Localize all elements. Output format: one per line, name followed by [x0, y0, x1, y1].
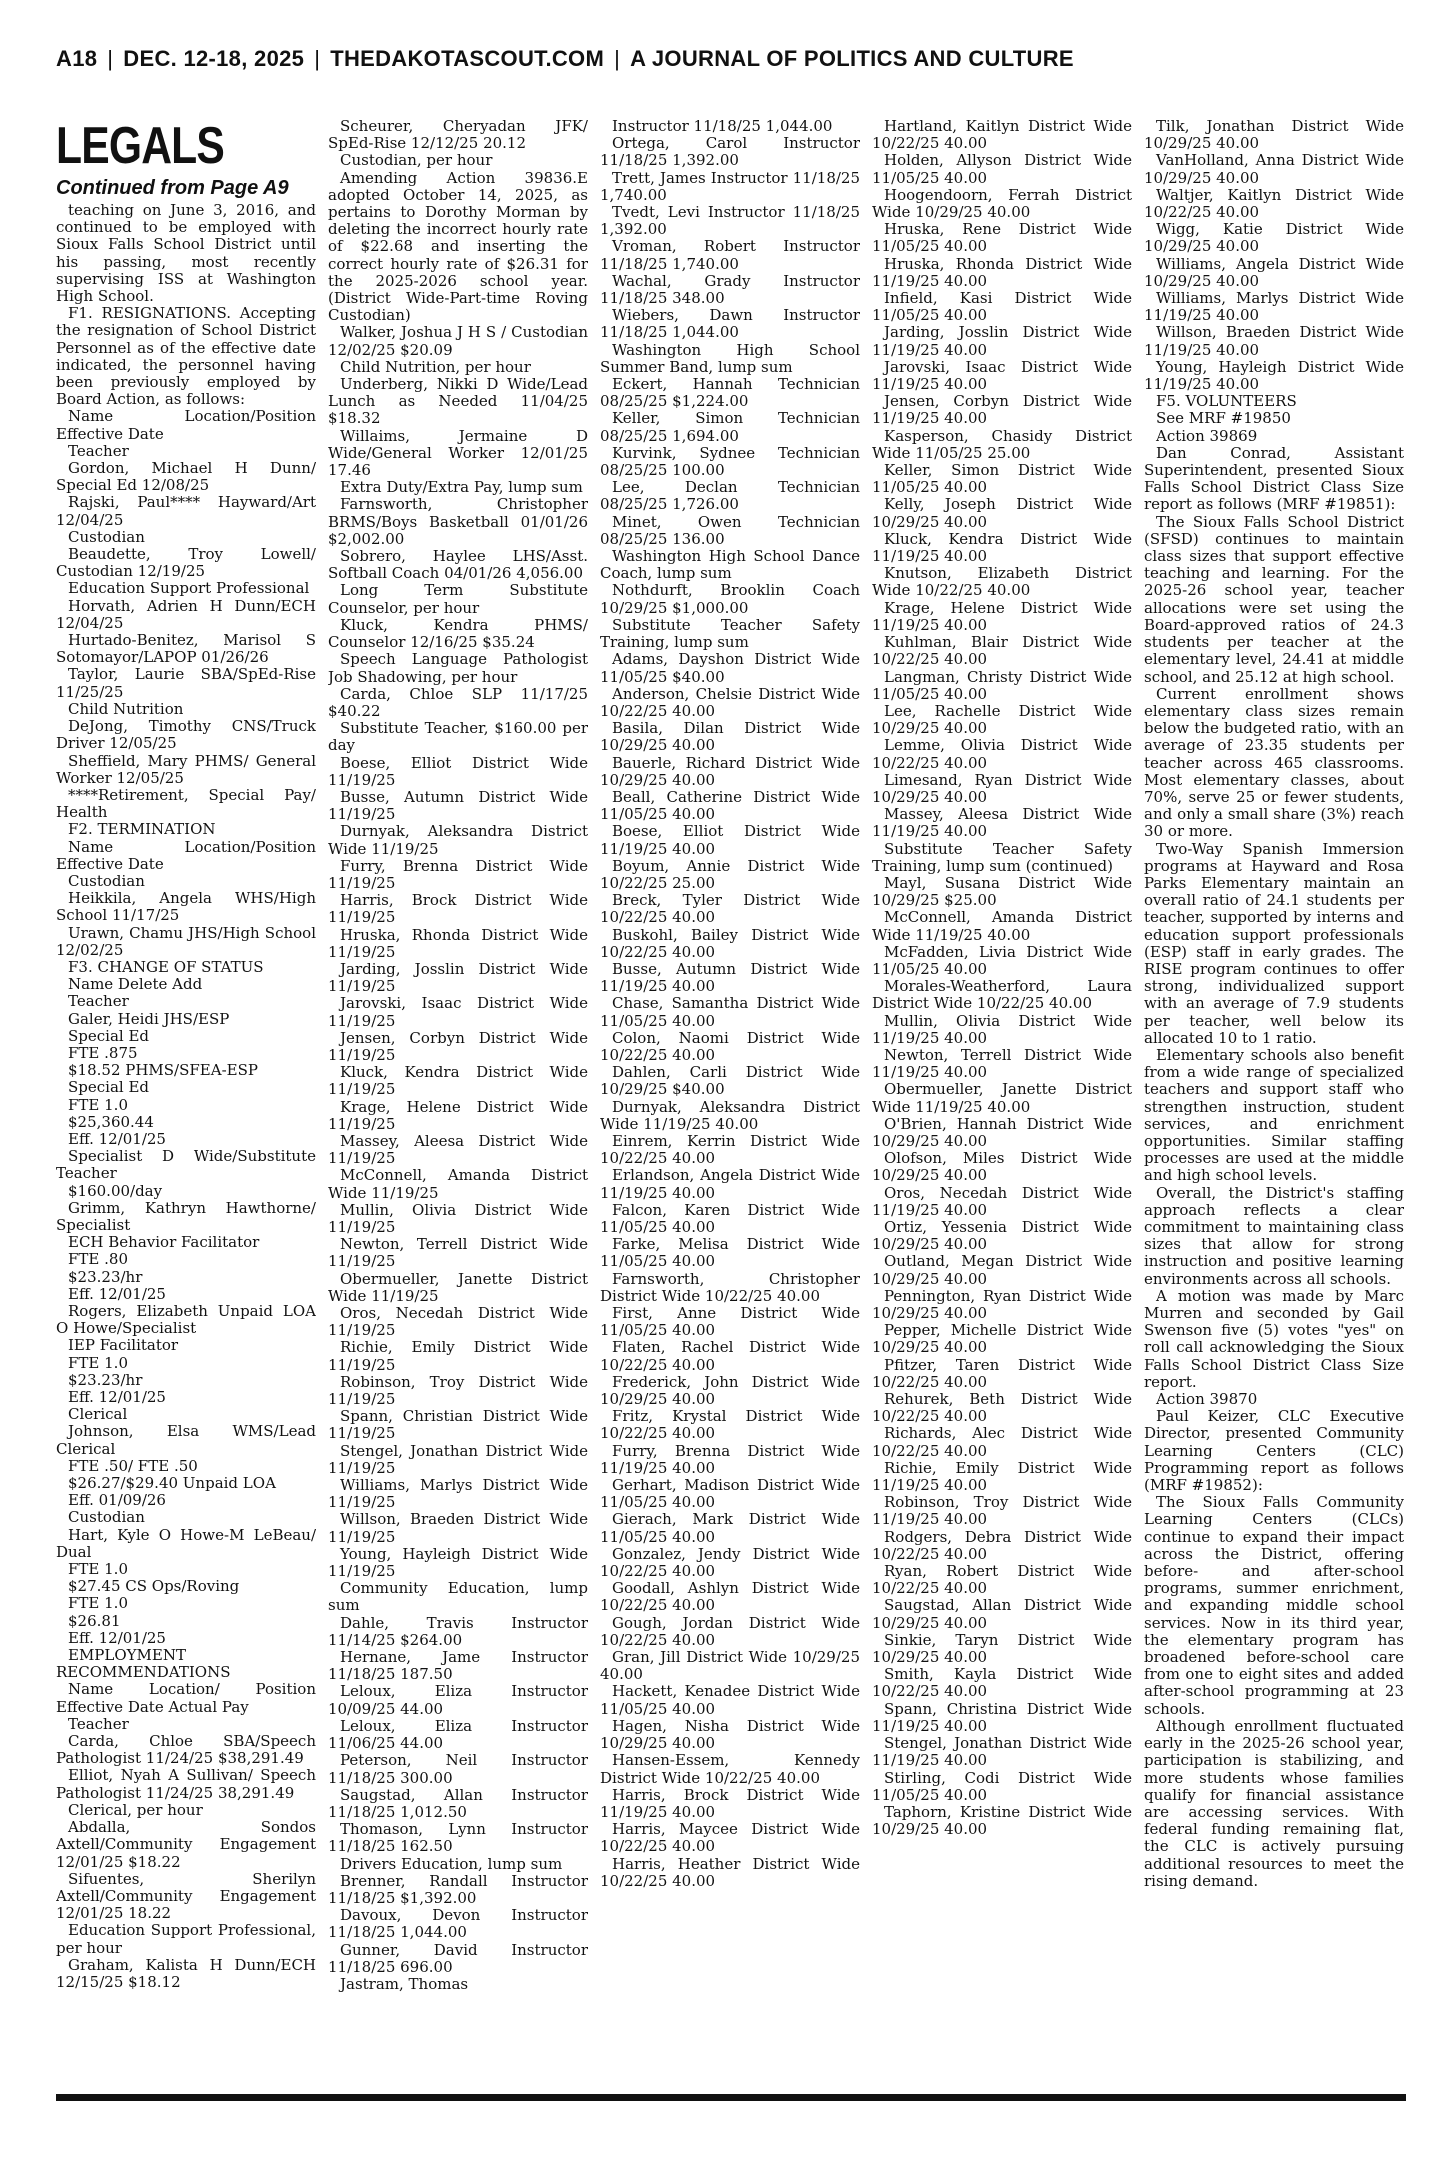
legal-entry: Substitute Teacher Safety Training, lump sum: [600, 615, 860, 652]
legal-entry: Wachal, Grady Instructor 11/18/25 348.00: [600, 271, 860, 308]
legal-entry: Action 39870: [1156, 1390, 1258, 1409]
legal-entry: Rodgers, Debra District Wide 10/22/25 40.00: [872, 1527, 1132, 1563]
legal-entry: IEP Facilitator: [68, 1336, 179, 1355]
legal-entry: Fritz, Krystal District Wide 10/22/25 40.00: [600, 1407, 860, 1443]
legal-entry: Custodian: [68, 527, 145, 546]
legal-entry: Dan Conrad, Assistant Superintendent, presented Sioux Falls School District Class Size report as follows (MRF #19851):: [1144, 443, 1404, 514]
legal-entry: Durnyak, Aleksandra District Wide 11/19/25: [328, 822, 588, 858]
legal-entry: Hurtado-Benitez, Marisol S Sotomayor/LAPOP 01/26/26: [56, 631, 316, 667]
legal-entry: Newton, Terrell District Wide 11/19/25: [328, 1235, 588, 1271]
legal-entry: Saugstad, Allan Instructor 11/18/25 1,012.50: [328, 1785, 588, 1821]
legal-entry: Leloux, Eliza Instructor 11/06/25 44.00: [328, 1716, 588, 1753]
legal-entry: Lee, Declan Technician 08/25/25 1,726.00: [600, 478, 860, 514]
legal-entry: Name Location/Position Effective Date: [56, 407, 316, 443]
column-4: [872, 118, 1132, 2084]
legal-entry: Wigg, Katie District Wide 10/29/25 40.00: [1144, 220, 1404, 256]
legal-entry: F5. VOLUNTEERS: [1156, 392, 1297, 411]
legal-entry: Mullin, Olivia District Wide 11/19/25: [328, 1200, 588, 1236]
legal-entry: Dahle, Travis Instructor 11/14/25 $264.00: [328, 1613, 588, 1649]
legal-entry: Kelly, Joseph District Wide 10/29/25 40.00: [872, 495, 1132, 531]
legal-entry: Carda, Chloe SBA/Speech Pathologist 11/24/25 $38,291.49: [56, 1732, 316, 1768]
legal-entry: Kasperson, Chasidy District Wide 11/05/25 25.00: [872, 426, 1132, 462]
legal-entry: Limesand, Ryan District Wide 10/29/25 40.00: [872, 770, 1132, 806]
legal-entry: Mayl, Susana District Wide 10/29/25 $25.00: [872, 873, 1132, 910]
header-separator: |: [614, 46, 621, 71]
legal-entry: Buskohl, Bailey District Wide 10/22/25 40.00: [600, 925, 860, 961]
legal-entry: Child Nutrition: [68, 699, 184, 718]
legal-entry: Elliot, Nyah A Sullivan/ Speech Pathologist 11/24/25 38,291.49: [56, 1766, 316, 1802]
legal-entry: Boese, Elliot District Wide 11/19/25: [328, 753, 588, 789]
legal-entry: Keller, Simon District Wide 11/05/25 40.00: [872, 461, 1132, 497]
legal-entry: Taphorn, Kristine District Wide 10/29/25 40.00: [872, 1802, 1132, 1839]
legal-entry: Rogers, Elizabeth Unpaid LOA O Howe/Specialist: [56, 1302, 316, 1338]
legal-entry: Gran, Jill District Wide 10/29/25 40.00: [600, 1648, 860, 1684]
legal-entry: Massey, Aleesa District Wide 11/19/25 40.00: [872, 805, 1132, 841]
legal-entry: Newton, Terrell District Wide 11/19/25 40.00: [872, 1045, 1132, 1082]
legal-entry: EMPLOYMENT RECOMMENDATIONS: [56, 1646, 231, 1682]
legal-entry: Jarding, Josslin District Wide 11/19/25: [328, 959, 588, 996]
legal-entry: Horvath, Adrien H Dunn/ECH 12/04/25: [56, 596, 316, 632]
legal-entry: Overall, the District's staffing approach reflects a clear commitment to maintaining class sizes that allow for strong instruction and positive learning environments across all schools.: [1144, 1183, 1404, 1288]
legal-entry: Underberg, Nikki D Wide/Lead Lunch as Needed 11/04/25 $18.32: [328, 375, 588, 428]
legal-entry: Jarovski, Isaac District Wide 11/19/25 40.00: [872, 357, 1132, 394]
column-5-text: [1144, 118, 1404, 1890]
legal-entry: Vroman, Robert Instructor 11/18/25 1,740.00: [600, 237, 860, 273]
legal-entry: McConnell, Amanda District Wide 11/19/25: [328, 1166, 588, 1202]
legal-entry: Smith, Kayla District Wide 10/22/25 40.00: [872, 1665, 1132, 1701]
site-name[interactable]: THEDAKOTASCOUT.COM: [330, 46, 605, 71]
legal-entry: Obermueller, Janette District Wide 11/19/25: [328, 1269, 588, 1305]
legal-entry: Gunner, David Instructor 11/18/25 696.00: [328, 1940, 588, 1976]
legal-entry: Substitute Teacher, $160.00 per day: [328, 719, 588, 755]
legal-entry: Breck, Tyler District Wide 10/22/25 40.00: [600, 891, 860, 927]
legal-entry: Name Location/ Position Effective Date Actual Pay: [56, 1680, 316, 1716]
legal-entry: Lee, Rachelle District Wide 10/29/25 40.00: [872, 701, 1132, 738]
legal-entry: Custodian, per hour: [340, 151, 493, 170]
legal-entry: Obermueller, Janette District Wide 11/19/25 40.00: [872, 1080, 1132, 1116]
header-separator: |: [107, 46, 114, 71]
legal-entry: Krage, Helene District Wide 11/19/25: [328, 1097, 588, 1133]
legal-entry: Nothdurft, Brooklin Coach 10/29/25 $1,000.00: [600, 581, 860, 617]
legal-entry: Massey, Aleesa District Wide 11/19/25: [328, 1131, 588, 1168]
legal-entry: Spann, Christian District Wide 11/19/25: [328, 1407, 588, 1443]
legal-entry: FTE .80: [68, 1250, 128, 1269]
legal-entry: Johnson, Elsa WMS/Lead Clerical: [56, 1422, 316, 1458]
continued-from: Continued from Page A9: [56, 177, 289, 199]
legal-entry: Hagen, Nisha District Wide 10/29/25 40.00: [600, 1716, 860, 1753]
legal-entry: Frederick, John District Wide 10/29/25 40.00: [600, 1372, 860, 1409]
legal-entry: Sinkie, Taryn District Wide 10/29/25 40.00: [872, 1630, 1132, 1667]
legal-entry: Urawn, Chamu JHS/High School 12/02/25: [56, 923, 316, 959]
legal-entry: Furry, Brenna District Wide 11/19/25: [328, 856, 588, 892]
legal-entry: Clerical: [68, 1405, 128, 1424]
legal-entry: Leloux, Eliza Instructor 10/09/25 44.00: [328, 1682, 588, 1718]
legal-entry: Morales-Weatherford, Laura District Wide 10/22/25 40.00: [872, 977, 1132, 1013]
legal-entry: Willaims, Jermaine D Wide/General Worker 12/01/25 17.46: [328, 426, 588, 480]
legal-entry: DeJong, Timothy CNS/Truck Driver 12/05/25: [56, 717, 316, 753]
legal-entry: Jastram, Thomas: [340, 1974, 469, 1993]
legal-entry: Hruska, Rene District Wide 11/05/25 40.00: [872, 220, 1132, 256]
legal-entry: FTE 1.0: [68, 1353, 128, 1372]
legal-entry: Special Ed: [68, 1078, 150, 1097]
column-2-text: [328, 118, 588, 1993]
legal-entry: Specialist D Wide/Substitute Teacher: [56, 1147, 316, 1183]
legal-entry: Jensen, Corbyn District Wide 11/19/25: [328, 1028, 588, 1064]
legal-entry: Current enrollment shows elementary class sizes remain below the budgeted ratio, with an average of 23.35 students per teacher across 465 classrooms. Most elementary classes, about 70%, serve 25 or fewer students, and only a small share (3%) reach 30 or more.: [1144, 684, 1404, 841]
legal-entry: Scheurer, Cheryadan JFK/ SpEd-Rise 12/12/25 20.12: [328, 118, 588, 153]
legal-entry: Harris, Brock District Wide 11/19/25: [328, 891, 588, 927]
legal-entry: Davoux, Devon Instructor 11/18/25 1,044.00: [328, 1906, 588, 1942]
legal-entry: Graham, Kalista H Dunn/ECH 12/15/25 $18.12: [56, 1955, 316, 1991]
legal-entry: Kluck, Kendra PHMS/ Counselor 12/16/25 $35.24: [328, 615, 588, 652]
legal-entry: Amending Action 39836.E adopted October 14, 2025, as pertains to Dorothy Morman by deleting the incorrect hourly rate of $22.68 and inserting the correct hourly rate of $26.31 for the 2025-2026 school year. (District Wide-Part-time Roving Custodian): [328, 168, 588, 325]
legal-entry: Keller, Simon Technician 08/25/25 1,694.00: [600, 409, 860, 445]
legal-entry: Falcon, Karen District Wide 11/05/25 40.00: [600, 1200, 860, 1236]
page-number: A18: [56, 46, 98, 71]
legal-entry: $160.00/day: [68, 1181, 163, 1200]
legal-entry: Name Location/Position Effective Date: [56, 837, 316, 873]
legal-entry: Adams, Dayshon District Wide 11/05/25 $40.00: [600, 650, 860, 686]
legal-entry: Willson, Braeden District Wide 11/19/25: [328, 1510, 588, 1546]
legal-entry: Two-Way Spanish Immersion programs at Hayward and Rosa Parks Elementary maintain an overall ratio of 24.1 students per teacher, supported by interns and education support professionals (ESP) staff in early grades. The RISE program continues to offer strong, individualized support with an average of 7.9 students per teacher, well below its allocated 10 to 1 ratio.: [1144, 839, 1404, 1047]
legal-entry: F1. RESIGNATIONS. Accepting the resignation of School District Personnel as of the effective date indicated, the personnel having been previously employed by Board Action, as follows:: [56, 304, 316, 409]
legal-entry: $26.81: [68, 1611, 121, 1630]
legal-entry: Gerhart, Madison District Wide 11/05/25 40.00: [600, 1476, 860, 1512]
legal-entry: Washington High School Dance Coach, lump sum: [600, 547, 860, 583]
legal-entry: Instructor 11/18/25 1,044.00: [612, 118, 833, 135]
issue-date: DEC. 12-18, 2025: [123, 46, 305, 71]
legal-entry: Langman, Christy District Wide 11/05/25 40.00: [872, 667, 1132, 703]
legal-entry: Peterson, Neil Instructor 11/18/25 300.00: [328, 1751, 588, 1787]
legal-entry: Gonzalez, Jendy District Wide 10/22/25 40.00: [600, 1544, 860, 1581]
legal-entry: Jarovski, Isaac District Wide 11/19/25: [328, 994, 588, 1030]
legal-entry: Hruska, Rhonda District Wide 11/19/25 40.00: [872, 254, 1132, 290]
legal-entry: Ortiz, Yessenia District Wide 10/29/25 40.00: [872, 1218, 1132, 1254]
legal-entry: Hartland, Kaitlyn District Wide 10/22/25 40.00: [872, 118, 1132, 153]
legal-entry: Furry, Brenna District Wide 11/19/25 40.00: [600, 1441, 860, 1477]
tagline: A JOURNAL OF POLITICS AND CULTURE: [630, 46, 1074, 71]
column-1-text: [56, 202, 316, 1991]
legal-entry: Extra Duty/Extra Pay, lump sum: [340, 478, 583, 497]
legal-entry: $27.45 CS Ops/Roving: [68, 1577, 240, 1596]
legal-entry: Hansen-Essem, Kennedy District Wide 10/22/25 40.00: [600, 1751, 860, 1787]
legal-entry: Teacher: [68, 1714, 129, 1733]
legal-entry: Outland, Megan District Wide 10/29/25 40.00: [872, 1252, 1132, 1288]
column-1: [56, 118, 316, 2084]
legal-entry: FTE 1.0: [68, 1594, 128, 1613]
legal-entry: FTE 1.0: [68, 1095, 128, 1114]
legal-entry: Einrem, Kerrin District Wide 10/22/25 40.00: [600, 1131, 860, 1168]
legal-entry: Pepper, Michelle District Wide 10/29/25 40.00: [872, 1321, 1132, 1357]
legal-entry: Farnsworth, Christopher BRMS/Boys Basketball 01/01/26 $2,002.00: [328, 495, 588, 548]
legal-entry: Richards, Alec District Wide 10/22/25 40.00: [872, 1424, 1132, 1460]
legal-entry: Beaudette, Troy Lowell/ Custodian 12/19/25: [56, 545, 316, 581]
legal-entry: Drivers Education, lump sum: [340, 1854, 563, 1873]
legal-entry: Basila, Dilan District Wide 10/29/25 40.00: [600, 719, 860, 755]
legal-entry: Busse, Autumn District Wide 11/19/25: [328, 787, 588, 824]
legal-entry: McConnell, Amanda District Wide 11/19/25 40.00: [872, 908, 1132, 944]
legal-entry: Farke, Melisa District Wide 11/05/25 40.00: [600, 1235, 860, 1271]
legal-entry: Heikkila, Angela WHS/High School 11/17/25: [56, 889, 316, 925]
legal-entry: Thomason, Lynn Instructor 11/18/25 162.50: [328, 1820, 588, 1856]
legal-entry: Dahlen, Carli District Wide 10/29/25 $40.00: [600, 1063, 860, 1099]
legal-entry: Rajski, Paul**** Hayward/Art 12/04/25: [56, 493, 316, 529]
legal-entry: Harris, Maycee District Wide 10/22/25 40.00: [600, 1820, 860, 1856]
legal-entry: Sobrero, Haylee LHS/Asst. Softball Coach 04/01/26 4,056.00: [328, 547, 588, 583]
legal-entry: Ortega, Carol Instructor 11/18/25 1,392.00: [600, 134, 860, 170]
legal-entry: Goodall, Ashlyn District Wide 10/22/25 40.00: [600, 1579, 860, 1615]
legal-entry: Saugstad, Allan District Wide 10/29/25 40.00: [872, 1596, 1132, 1632]
legal-entry: Young, Hayleigh District Wide 11/19/25 40.00: [1144, 357, 1404, 394]
legal-entry: Infield, Kasi District Wide 11/05/25 40.00: [872, 289, 1132, 325]
column-3-text: [600, 118, 860, 1890]
legal-entry: A motion was made by Marc Murren and seconded by Gail Swenson five (5) votes "yes" on roll call acknowledging the Sioux Falls School District Class Size report.: [1144, 1286, 1404, 1391]
legal-entry: $26.27/$29.40 Unpaid LOA: [68, 1474, 276, 1493]
legal-entry: Eff. 12/01/25: [68, 1284, 166, 1303]
legal-entry: Oros, Necedah District Wide 11/19/25: [328, 1304, 588, 1340]
legal-entry: $18.52 PHMS/SFEA-ESP: [68, 1061, 258, 1080]
legal-entry: Olofson, Miles District Wide 10/29/25 40.00: [872, 1149, 1132, 1185]
legal-entry: Eff. 12/01/25: [68, 1388, 166, 1407]
legal-entry: Child Nutrition, per hour: [340, 357, 531, 376]
legal-entry: FTE .875: [68, 1043, 138, 1062]
legal-entry: Clerical, per hour: [68, 1800, 203, 1819]
legal-entry: Elementary schools also benefit from a wide range of specialized teachers and support staff who strengthen instruction, student services, and enrichment opportunities. Similar staffing processes are used at the middle and high school levels.: [1144, 1045, 1404, 1185]
legal-entry: Harris, Brock District Wide 11/19/25 40.00: [600, 1785, 860, 1821]
legal-entry: Busse, Autumn District Wide 11/19/25 40.00: [600, 959, 860, 996]
legal-entry: $25,360.44: [68, 1112, 154, 1131]
legal-entry: Anderson, Chelsie District Wide 10/22/25 40.00: [600, 684, 860, 720]
legal-entry: Walker, Joshua J H S / Custodian 12/02/25 $20.09: [328, 323, 588, 359]
legal-entry: McFadden, Livia District Wide 11/05/25 40.00: [872, 942, 1132, 978]
legal-entry: Gierach, Mark District Wide 11/05/25 40.00: [600, 1510, 860, 1546]
legal-entry: Robinson, Troy District Wide 11/19/25 40.00: [872, 1493, 1132, 1529]
legal-entry: Abdalla, Sondos Axtell/Community Engagement 12/01/25 $18.22: [56, 1818, 316, 1871]
legal-entry: Bauerle, Richard District Wide 10/29/25 40.00: [600, 753, 860, 789]
legal-entry: Spann, Christina District Wide 11/19/25 40.00: [872, 1699, 1132, 1735]
legal-entry: Stengel, Jonathan District Wide 11/19/25 40.00: [872, 1734, 1132, 1770]
legal-entry: Colon, Naomi District Wide 10/22/25 40.00: [600, 1028, 860, 1064]
legal-entry: Eff. 12/01/25: [68, 1129, 166, 1148]
legal-entry: Washington High School Summer Band, lump sum: [600, 340, 860, 376]
column-2: [328, 118, 588, 2084]
legal-entry: Rehurek, Beth District Wide 10/22/25 40.00: [872, 1390, 1132, 1426]
legal-entry: Tilk, Jonathan District Wide 10/29/25 40.00: [1144, 118, 1404, 153]
legal-entry: Hart, Kyle O Howe-M LeBeau/ Dual: [56, 1525, 316, 1561]
legal-entry: Sifuentes, Sherilyn Axtell/Community Engagement 12/01/25 18.22: [56, 1869, 316, 1923]
legal-entry: teaching on June 3, 2016, and continued to be employed with Sioux Falls School District until his passing, most recently supervising ISS at Washington High School.: [56, 201, 316, 306]
legal-entry: Boyum, Annie District Wide 10/22/25 25.00: [600, 856, 860, 892]
legal-entry: Teacher: [68, 441, 129, 460]
legal-entry: Trett, James Instructor 11/18/25 1,740.00: [600, 168, 860, 204]
legal-entry: Oros, Necedah District Wide 11/19/25 40.00: [872, 1183, 1132, 1219]
legal-entry: VanHolland, Anna District Wide 10/29/25 40.00: [1144, 151, 1404, 187]
legal-entry: Galer, Heidi JHS/ESP: [68, 1009, 230, 1028]
legal-entry: $23.23/hr: [68, 1370, 143, 1389]
legal-entry: Durnyak, Aleksandra District Wide 11/19/25 40.00: [600, 1097, 860, 1133]
bottom-rule: [56, 2094, 1406, 2101]
legal-entry: Eff. 12/01/25: [68, 1628, 166, 1647]
legal-entry: The Sioux Falls School District (SFSD) continues to maintain class sizes that support effective teaching and learning. For the 2025-26 school year, teacher allocations were set using the Board-approved ratios of 24.3 students per teacher at the elementary level, 24.41 at middle school, and 25.12 at high school.: [1144, 512, 1404, 686]
legal-entry: Sheffield, Mary PHMS/ General Worker 12/05/25: [56, 751, 316, 787]
legal-entry: Knutson, Elizabeth District Wide 10/22/25 40.00: [872, 564, 1132, 600]
legal-entry: Pennington, Ryan District Wide 10/29/25 40.00: [872, 1286, 1132, 1323]
legal-entry: Krage, Helene District Wide 11/19/25 40.00: [872, 598, 1132, 634]
legal-entry: Hoogendoorn, Ferrah District Wide 10/29/25 40.00: [872, 185, 1132, 222]
legal-entry: Carda, Chloe SLP 11/17/25 $40.22: [328, 684, 588, 720]
legal-entry: FTE 1.0: [68, 1560, 128, 1579]
legal-entry: Eff. 01/09/26: [68, 1491, 166, 1510]
legal-entry: Special Ed: [68, 1026, 150, 1045]
legal-entry: Robinson, Troy District Wide 11/19/25: [328, 1372, 588, 1409]
legal-entry: Gordon, Michael H Dunn/ Special Ed 12/08/25: [56, 459, 316, 495]
legal-entry: Although enrollment fluctuated early in the 2025-26 school year, participation is stabilizing, and more students whose families qualify for financial assistance are accessing services. With federal funding remaining flat, the CLC is actively pursuing additional resources to meet the rising demand.: [1144, 1716, 1404, 1890]
legal-entry: Richie, Emily District Wide 11/19/25 40.00: [872, 1458, 1132, 1495]
legal-entry: Community Education, lump sum: [328, 1579, 588, 1615]
legal-entry: Name Delete Add: [68, 975, 203, 994]
legal-entry: Williams, Angela District Wide 10/29/25 40.00: [1144, 254, 1404, 290]
legal-entry: Waltjer, Kaitlyn District Wide 10/22/25 40.00: [1144, 185, 1404, 222]
legal-entry: Jarding, Josslin District Wide 11/19/25 40.00: [872, 323, 1132, 359]
legal-entry: Williams, Marlys District Wide 11/19/25: [328, 1476, 588, 1512]
legal-entry: Kuhlman, Blair District Wide 10/22/25 40.00: [872, 633, 1132, 669]
legal-entry: Harris, Heather District Wide 10/22/25 40.00: [600, 1854, 860, 1890]
legal-entry: Minet, Owen Technician 08/25/25 136.00: [600, 512, 860, 548]
legal-entry: Kluck, Kendra District Wide 11/19/25 40.00: [872, 529, 1132, 566]
legal-entry: O'Brien, Hannah District Wide 10/29/25 40.00: [872, 1114, 1132, 1150]
legal-entry: Ryan, Robert District Wide 10/22/25 40.00: [872, 1562, 1132, 1598]
legal-entry: F2. TERMINATION: [68, 820, 216, 839]
legal-entry: ECH Behavior Facilitator: [68, 1233, 260, 1252]
legal-entry: Pfitzer, Taren District Wide 10/22/25 40.00: [872, 1355, 1132, 1391]
legal-entry: Kurvink, Sydnee Technician 08/25/25 100.00: [600, 443, 860, 480]
legal-entry: The Sioux Falls Community Learning Centers (CLCs) continue to expand their impact across the District, offering before- and after-school programs, summer enrichment, and expanding middle school services. Now in its third year, the elementary program has broadened before-school care from one to eight sites and added after-school programming at 23 schools.: [1144, 1493, 1404, 1718]
legal-entry: Substitute Teacher Safety Training, lump sum (continued): [872, 839, 1132, 875]
legal-entry: Paul Keizer, CLC Executive Director, presented Community Learning Centers (CLC) Programming report as follows (MRF #19852):: [1144, 1407, 1404, 1495]
legal-entry: Jensen, Corbyn District Wide 11/19/25 40.00: [872, 392, 1132, 428]
legal-entry: Action 39869: [1156, 426, 1258, 445]
legal-entry: Erlandson, Angela District Wide 11/19/25 40.00: [600, 1166, 860, 1202]
legal-entry: Brenner, Randall Instructor 11/18/25 $1,392.00: [328, 1871, 588, 1907]
column-3: [600, 118, 860, 2084]
legal-entry: Hernane, Jame Instructor 11/18/25 187.50: [328, 1648, 588, 1684]
legals-columns: [56, 118, 1406, 2084]
legal-entry: Williams, Marlys District Wide 11/19/25 40.00: [1144, 289, 1404, 325]
legal-entry: Chase, Samantha District Wide 11/05/25 40.00: [600, 994, 860, 1030]
legal-entry: Young, Hayleigh District Wide 11/19/25: [328, 1544, 588, 1581]
legal-entry: Gough, Jordan District Wide 10/22/25 40.00: [600, 1613, 860, 1649]
legal-entry: Kluck, Kendra District Wide 11/19/25: [328, 1063, 588, 1099]
legal-entry: $23.23/hr: [68, 1267, 143, 1286]
header-separator: |: [314, 46, 321, 71]
page-header: [56, 46, 1406, 80]
legal-entry: Lemme, Olivia District Wide 10/22/25 40.00: [872, 736, 1132, 772]
legal-entry: Boese, Elliot District Wide 11/19/25 40.00: [600, 822, 860, 858]
legal-entry: Long Term Substitute Counselor, per hour: [328, 581, 588, 617]
legal-entry: First, Anne District Wide 11/05/25 40.00: [600, 1304, 860, 1340]
column-5: [1144, 118, 1404, 2084]
legal-entry: Hackett, Kenadee District Wide 11/05/25 40.00: [600, 1682, 860, 1718]
legal-entry: Flaten, Rachel District Wide 10/22/25 40.00: [600, 1338, 860, 1374]
legal-entry: ****Retirement, Special Pay/ Health: [56, 785, 316, 822]
legal-entry: Beall, Catherine District Wide 11/05/25 40.00: [600, 787, 860, 824]
legal-entry: Education Support Professional: [68, 579, 310, 598]
legal-entry: Stengel, Jonathan District Wide 11/19/25: [328, 1441, 588, 1477]
legal-entry: Tvedt, Levi Instructor 11/18/25 1,392.00: [600, 203, 860, 239]
legal-entry: See MRF #19850: [1156, 409, 1291, 428]
legal-entry: Custodian: [68, 1508, 145, 1527]
legal-entry: Farnsworth, Christopher District Wide 10/22/25 40.00: [600, 1269, 860, 1305]
legal-entry: Holden, Allyson District Wide 11/05/25 40.00: [872, 151, 1132, 187]
column-4-text: [872, 118, 1132, 1838]
legal-entry: Stirling, Codi District Wide 11/05/25 40.00: [872, 1768, 1132, 1804]
legal-entry: Grimm, Kathryn Hawthorne/ Specialist: [56, 1198, 316, 1234]
section-title: LEGALS: [56, 118, 225, 175]
legal-entry: Hruska, Rhonda District Wide 11/19/25: [328, 925, 588, 961]
legal-entry: Custodian: [68, 871, 145, 890]
legal-entry: Wiebers, Dawn Instructor 11/18/25 1,044.00: [600, 306, 860, 342]
legal-entry: Eckert, Hannah Technician 08/25/25 $1,224.00: [600, 375, 860, 411]
legal-entry: Willson, Braeden District Wide 11/19/25 40.00: [1144, 323, 1404, 359]
legal-entry: FTE .50/ FTE .50: [68, 1456, 198, 1475]
legal-entry: Teacher: [68, 992, 129, 1011]
legal-entry: Richie, Emily District Wide 11/19/25: [328, 1338, 588, 1374]
legal-entry: F3. CHANGE OF STATUS: [68, 957, 264, 976]
legal-entry: Taylor, Laurie SBA/SpEd-Rise 11/25/25: [56, 665, 316, 701]
legal-entry: Speech Language Pathologist Job Shadowing, per hour: [328, 650, 588, 686]
legal-entry: Mullin, Olivia District Wide 11/19/25 40.00: [872, 1011, 1132, 1047]
legal-entry: Education Support Professional, per hour: [56, 1921, 316, 1957]
